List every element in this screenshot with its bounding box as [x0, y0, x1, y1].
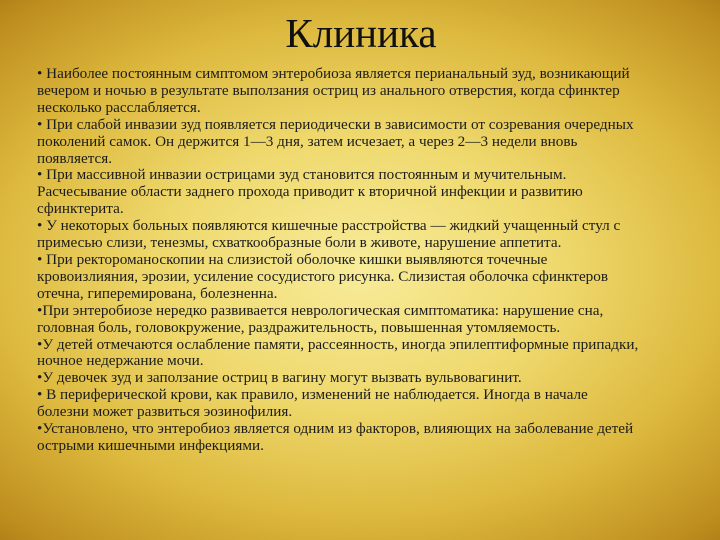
bullet-line: головная боль, головокружение, раздражительность, повышенная утомляемость. [37, 318, 561, 336]
bullet-line: •У девочек зуд и заползание остриц в вагину могут вызвать вульвовагинит. [37, 369, 522, 387]
bullet-line: Расчесывание области заднего прохода приводит к вторичной инфекции и развитию [37, 183, 583, 201]
bullet-item [37, 117, 707, 168]
bullet-line: • У некоторых больных появляются кишечные расстройства — жидкий учащенный стул с [37, 217, 621, 235]
bullet-item [37, 303, 707, 337]
bullet-line: кровоизлияния, эрозии, усиление сосудистого рисунка. Слизистая оболочка сфинктеров [37, 267, 609, 285]
bullet-item [37, 167, 707, 218]
bullet-line: примесью слизи, тенезмы, схваткообразные боли в животе, нарушение аппетита. [37, 234, 562, 252]
bullet-line: отечна, гиперемирована, болезненна. [37, 284, 278, 302]
bullet-line: • Наиболее постоянным симптомом энтеробиоза является перианальный зуд, возникающий [37, 65, 630, 82]
bullet-item [37, 421, 707, 455]
bullet-line: •Установлено, что энтеробиоз является одним из факторов, влияющих на заболевание детей [37, 420, 634, 438]
bullet-line: сфинктерита. [37, 200, 124, 218]
bullet-line: несколько расслабляется. [37, 98, 201, 116]
bullet-item [37, 252, 707, 303]
bullet-line: вечером и ночью в результате выползания остриц из анального отверстия, когда сфинктер [37, 81, 620, 99]
bullet-item [37, 337, 707, 371]
bullet-list [37, 66, 707, 455]
bullet-line: • При массивной инвазии острицами зуд становится постоянным и мучительным. [37, 166, 567, 184]
bullet-item [37, 370, 707, 387]
bullet-item [37, 218, 707, 252]
bullet-line: • В периферической крови, как правило, изменений не наблюдается. Иногда в начале [37, 386, 588, 404]
bullet-line: • При слабой инвазии зуд появляется периодически в зависимости от созревания очередных [37, 115, 634, 133]
bullet-line: поколений самок. Он держится 1—3 дня, затем исчезает, а через 2—3 недели вновь [37, 132, 578, 150]
bullet-line: •При энтеробиозе нередко развивается неврологическая симптоматика: нарушение сна, [37, 301, 604, 319]
bullet-line: появляется. [37, 149, 113, 167]
slide-title: Клиника [285, 10, 437, 56]
bullet-line: болезни может развиться эозинофилия. [37, 403, 293, 421]
bullet-line: ночное недержание мочи. [37, 352, 204, 370]
bullet-line: острыми кишечными инфекциями. [37, 436, 264, 454]
bullet-item [37, 66, 707, 117]
bullet-item [37, 387, 707, 421]
bullet-line: • При ректороманоскопии на слизистой оболочке кишки выявляются точечные [37, 250, 548, 268]
bullet-line: •У детей отмечаются ослабление памяти, рассеянность, иногда эпилептиформные припадки, [37, 335, 639, 353]
